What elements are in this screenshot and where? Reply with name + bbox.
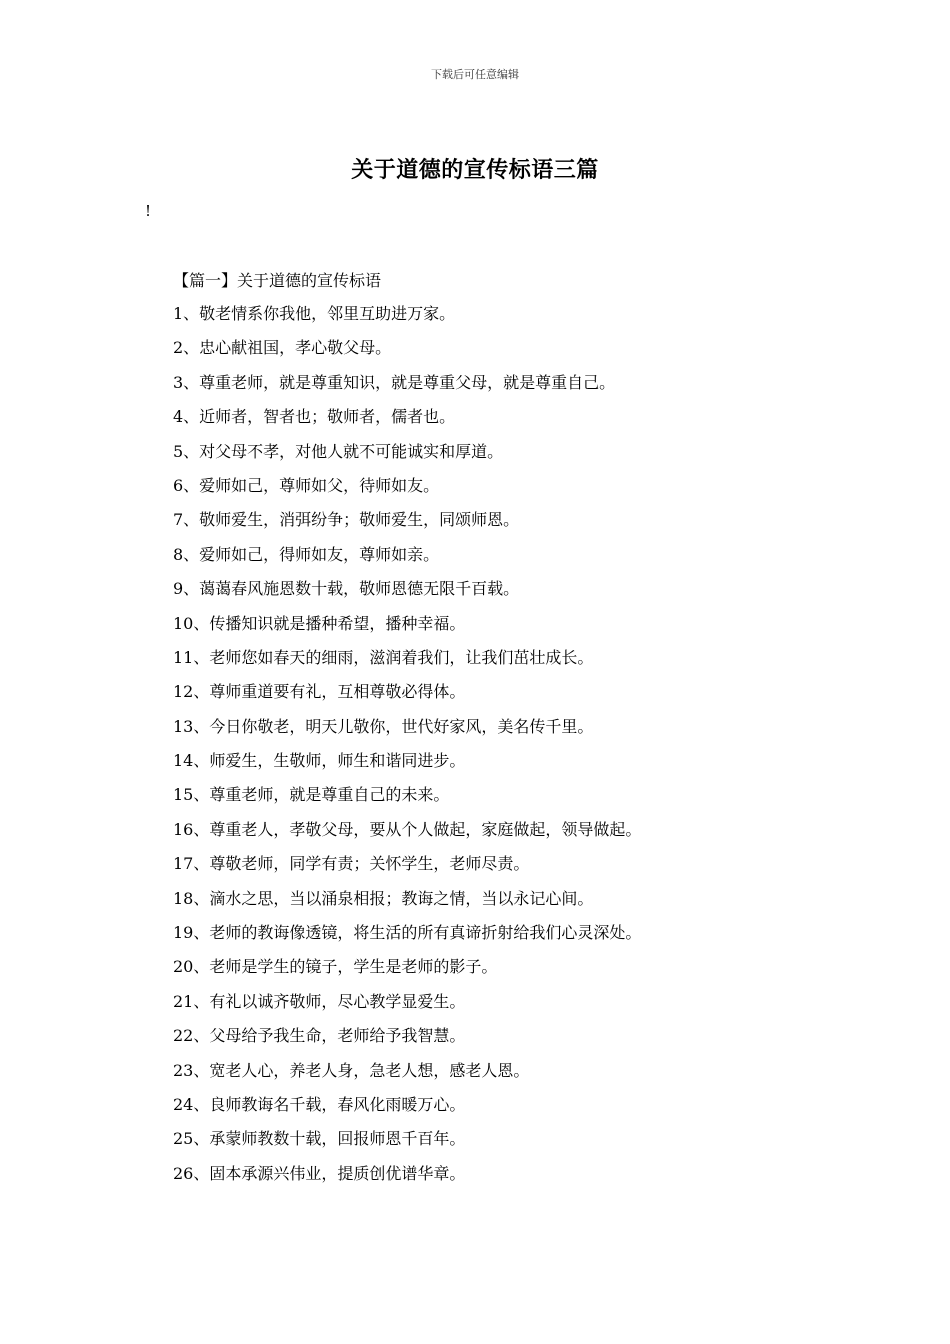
slogan-item: 3、尊重老师，就是尊重知识，就是尊重父母，就是尊重自己。 [173, 372, 616, 392]
slogan-item: 2、忠心献祖国，孝心敬父母。 [173, 338, 392, 358]
document-title: 关于道德的宣传标语三篇 [351, 157, 599, 183]
slogan-item: 19、老师的教诲像透镜，将生活的所有真谛折射给我们心灵深处。 [173, 923, 642, 943]
slogan-item: 24、良师教诲名千载，春风化雨暖万心。 [173, 1094, 466, 1114]
slogan-item: 25、承蒙师教数十载，回报师恩千百年。 [173, 1129, 466, 1149]
slogan-item: 16、尊重老人，孝敬父母，要从个人做起，家庭做起，领导做起。 [173, 819, 642, 839]
page-header-note: 下载后可任意编辑 [431, 68, 519, 81]
slogan-item: 4、近师者，智者也；敬师者，儒者也。 [173, 407, 456, 427]
section-heading: 【篇一】关于道德的宣传标语 [173, 271, 382, 290]
slogan-item: 26、固本承源兴伟业，提质创优谱华章。 [173, 1163, 466, 1183]
slogan-item: 11、老师您如春天的细雨，滋润着我们，让我们茁壮成长。 [173, 647, 594, 667]
slogan-item: 6、爱师如己，尊师如父，待师如友。 [173, 475, 440, 495]
slogan-item: 22、父母给予我生命，老师给予我智慧。 [173, 1026, 466, 1046]
slogan-item: 15、尊重老师，就是尊重自己的未来。 [173, 785, 450, 805]
slogan-item: 14、师爱生，生敬师，师生和谐同进步。 [173, 751, 466, 771]
slogan-item: 17、尊敬老师，同学有责；关怀学生，老师尽责。 [173, 854, 530, 874]
slogan-item: 23、宽老人心，养老人身，急老人想，感老人恩。 [173, 1060, 530, 1080]
slogan-item: 13、今日你敬老，明天儿敬你，世代好家风，美名传千里。 [173, 716, 594, 736]
slogan-item: 21、有礼以诚齐敬师，尽心教学显爱生。 [173, 991, 466, 1011]
slogan-item: 10、传播知识就是播种希望，播种幸福。 [173, 613, 466, 633]
slogan-item: 8、爱师如己，得师如友，尊师如亲。 [173, 544, 440, 564]
slogan-list [173, 297, 641, 1191]
slogan-item: 7、敬师爱生，消弭纷争；敬师爱生，同颂师恩。 [173, 510, 520, 530]
stray-mark: ! [145, 202, 152, 220]
slogan-item: 9、蔼蔼春风施恩数十载，敬师恩德无限千百载。 [173, 579, 520, 599]
slogan-item: 20、老师是学生的镜子，学生是老师的影子。 [173, 957, 498, 977]
slogan-item: 12、尊师重道要有礼，互相尊敬必得体。 [173, 682, 466, 702]
slogan-item: 1、敬老情系你我他，邻里互助进万家。 [173, 304, 456, 323]
slogan-item: 18、滴水之思，当以涌泉相报；教诲之情，当以永记心间。 [173, 888, 594, 908]
slogan-item: 5、对父母不孝，对他人就不可能诚实和厚道。 [173, 441, 504, 461]
